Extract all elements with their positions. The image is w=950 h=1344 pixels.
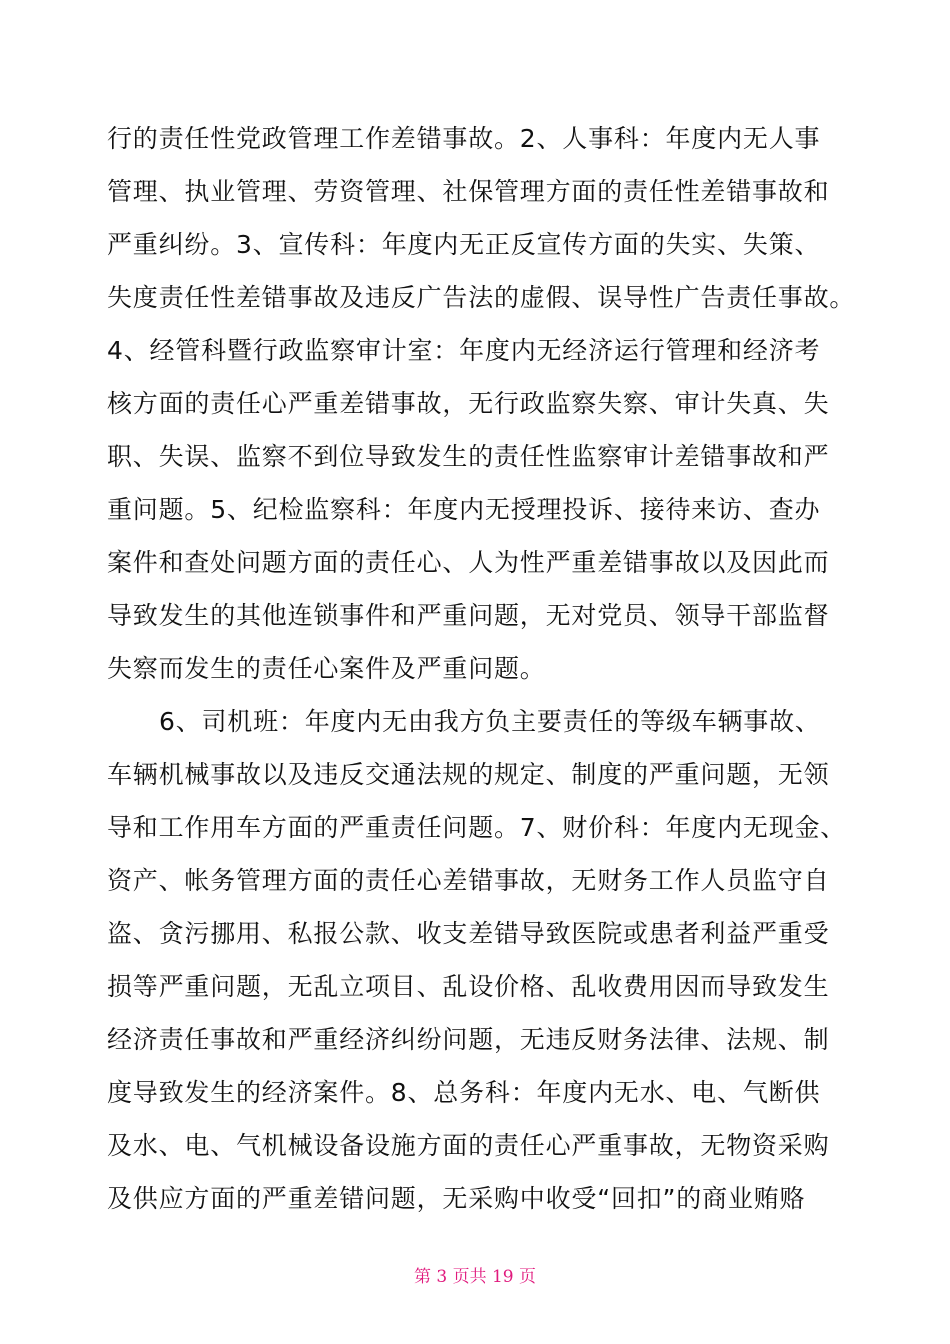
body-text — [107, 112, 867, 1225]
text-line: 盗、贪污挪用、私报公款、收支差错导致医院或患者利益严重受 — [107, 919, 830, 948]
text-line: 失察而发生的责任心案件及严重问题。 — [107, 654, 546, 683]
text-line: 失度责任性差错事故及违反广告法的虚假、误导性广告责任事故。 — [107, 283, 856, 312]
text-line: 损等严重问题，无乱立项目、乱设价格、乱收费用因而导致发生 — [107, 972, 830, 1001]
text-line: 经济责任事故和严重经济纠纷问题，无违反财务法律、法规、制 — [107, 1025, 830, 1054]
text-line: 导致发生的其他连锁事件和严重问题，无对党员、领导干部监督 — [107, 601, 830, 630]
text-line: 严重纠纷。3、宣传科：年度内无正反宣传方面的失实、失策、 — [107, 230, 821, 259]
text-line: 4、经管科暨行政监察审计室：年度内无经济运行管理和经济考 — [107, 336, 821, 365]
text-line-indented: 6、司机班：年度内无由我方负主要责任的等级车辆事故、 — [159, 707, 821, 736]
text-line: 核方面的责任心严重差错事故，无行政监察失察、审计失真、失 — [107, 389, 830, 418]
text-line: 导和工作用车方面的严重责任问题。7、财价科：年度内无现金、 — [107, 813, 847, 842]
text-line: 案件和查处问题方面的责任心、人为性严重差错事故以及因此而 — [107, 548, 830, 577]
text-line: 及水、电、气机械设备设施方面的责任心严重事故，无物资采购 — [107, 1131, 830, 1160]
text-line: 车辆机械事故以及违反交通法规的规定、制度的严重问题，无领 — [107, 760, 830, 789]
text-line: 行的责任性党政管理工作差错事故。2、人事科：年度内无人事 — [107, 124, 821, 153]
text-line: 资产、帐务管理方面的责任心差错事故，无财务工作人员监守自 — [107, 866, 830, 895]
text-line: 度导致发生的经济案件。8、总务科：年度内无水、电、气断供 — [107, 1078, 821, 1107]
text-line: 职、失误、监察不到位导致发生的责任性监察审计差错事故和严 — [107, 442, 830, 471]
text-line: 重问题。5、纪检监察科：年度内无授理投诉、接待来访、查办 — [107, 495, 821, 524]
text-line: 管理、执业管理、劳资管理、社保管理方面的责任性差错事故和 — [107, 177, 830, 206]
text-line: 及供应方面的严重差错问题，无采购中收受“回扣”的商业贿赂 — [107, 1184, 806, 1213]
page-number-footer: 第 3 页共 19 页 — [413, 1267, 537, 1287]
